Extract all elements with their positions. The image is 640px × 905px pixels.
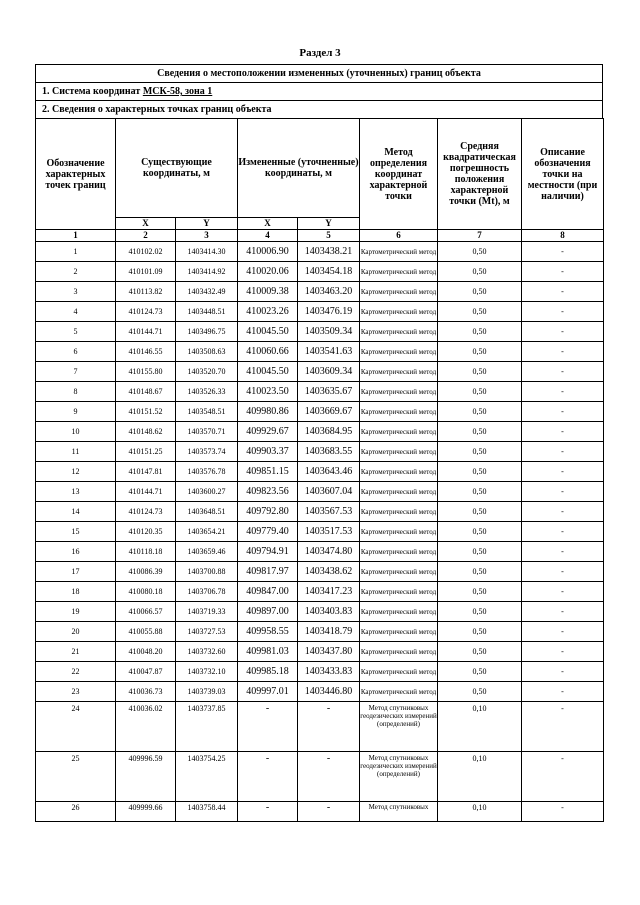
cell-y-changed: 1403418.79	[298, 622, 360, 642]
col-number: 6	[360, 230, 438, 242]
cell-description: -	[522, 242, 604, 262]
cell-x-existing: 410155.80	[116, 362, 176, 382]
cell-x-changed: 409794.91	[238, 542, 298, 562]
coord-system-line	[35, 82, 603, 100]
col-number: 2	[116, 230, 176, 242]
col-header-point: Обозначение характерных точек границ	[36, 119, 116, 230]
cell-y-existing: 1403739.03	[176, 682, 238, 702]
table-row	[36, 302, 604, 322]
cell-description: -	[522, 262, 604, 282]
cell-x-existing: 410148.67	[116, 382, 176, 402]
cell-method: Метод спутниковых геодезических измерений (определений)	[360, 702, 438, 752]
cell-y-existing: 1403508.63	[176, 342, 238, 362]
cell-error: 0,50	[438, 382, 522, 402]
cell-y-changed: -	[298, 702, 360, 752]
cell-method: Картометрический метод	[360, 682, 438, 702]
table-title: Сведения о местоположении измененных (уточненных) границ объекта	[35, 64, 603, 82]
cell-error: 0,50	[438, 402, 522, 422]
cell-x-changed: 410020.06	[238, 262, 298, 282]
cell-x-existing: 410047.87	[116, 662, 176, 682]
cell-y-changed: 1403454.18	[298, 262, 360, 282]
table-row	[36, 622, 604, 642]
cell-point-number: 13	[36, 482, 116, 502]
cell-y-changed: 1403474.80	[298, 542, 360, 562]
coord-system-value: МСК-58, зона 1	[142, 86, 213, 97]
cell-error: 0,50	[438, 602, 522, 622]
cell-error: 0,10	[438, 752, 522, 802]
cell-description: -	[522, 462, 604, 482]
cell-x-changed: 409958.55	[238, 622, 298, 642]
cell-y-changed: 1403463.20	[298, 282, 360, 302]
cell-error: 0,50	[438, 522, 522, 542]
cell-error: 0,50	[438, 262, 522, 282]
cell-error: 0,50	[438, 242, 522, 262]
cell-description: -	[522, 302, 604, 322]
cell-y-changed: 1403683.55	[298, 442, 360, 462]
cell-x-changed: 409980.86	[238, 402, 298, 422]
cell-x-existing: 409996.59	[116, 752, 176, 802]
cell-error: 0,10	[438, 702, 522, 752]
cell-y-existing: 1403754.25	[176, 752, 238, 802]
table-row	[36, 682, 604, 702]
col-header-description: Описание обозначения точки на местности (при наличии)	[522, 119, 604, 230]
col-number: 8	[522, 230, 604, 242]
cell-method: Картометрический метод	[360, 442, 438, 462]
cell-method: Картометрический метод	[360, 462, 438, 482]
cell-y-changed: 1403609.34	[298, 362, 360, 382]
cell-description: -	[522, 582, 604, 602]
table-row	[36, 422, 604, 442]
cell-error: 0,50	[438, 282, 522, 302]
cell-error: 0,50	[438, 622, 522, 642]
cell-method: Картометрический метод	[360, 342, 438, 362]
table-row	[36, 522, 604, 542]
cell-description: -	[522, 602, 604, 622]
cell-x-changed: 410006.90	[238, 242, 298, 262]
cell-method: Картометрический метод	[360, 602, 438, 622]
cell-error: 0,50	[438, 562, 522, 582]
cell-y-existing: 1403570.71	[176, 422, 238, 442]
cell-description: -	[522, 282, 604, 302]
cell-y-existing: 1403526.33	[176, 382, 238, 402]
cell-y-existing: 1403548.51	[176, 402, 238, 422]
cell-method: Картометрический метод	[360, 282, 438, 302]
cell-y-changed: -	[298, 802, 360, 822]
cell-error: 0,50	[438, 642, 522, 662]
cell-error: 0,50	[438, 342, 522, 362]
cell-error: 0,50	[438, 482, 522, 502]
cell-y-existing: 1403719.33	[176, 602, 238, 622]
cell-x-changed: 409823.56	[238, 482, 298, 502]
cell-error: 0,50	[438, 462, 522, 482]
cell-method: Метод спутниковых геодезических измерений (определений)	[360, 752, 438, 802]
cell-method: Картометрический метод	[360, 562, 438, 582]
table-row	[36, 282, 604, 302]
table-row	[36, 462, 604, 482]
cell-method: Картометрический метод	[360, 422, 438, 442]
cell-error: 0,50	[438, 362, 522, 382]
cell-description: -	[522, 382, 604, 402]
cell-y-existing: 1403414.30	[176, 242, 238, 262]
cell-x-changed: 410060.66	[238, 342, 298, 362]
table-row	[36, 482, 604, 502]
cell-method: Картометрический метод	[360, 502, 438, 522]
cell-description: -	[522, 522, 604, 542]
cell-x-changed: 410009.38	[238, 282, 298, 302]
cell-method: Картометрический метод	[360, 322, 438, 342]
cell-x-existing: 410113.82	[116, 282, 176, 302]
cell-method: Картометрический метод	[360, 382, 438, 402]
cell-error: 0,50	[438, 582, 522, 602]
cell-x-existing: 410147.81	[116, 462, 176, 482]
cell-point-number: 12	[36, 462, 116, 482]
table-row	[36, 262, 604, 282]
cell-y-changed: 1403541.63	[298, 342, 360, 362]
cell-error: 0,50	[438, 682, 522, 702]
col-header-changed: Измененные (уточненные) координаты, м	[238, 119, 360, 218]
cell-point-number: 14	[36, 502, 116, 522]
cell-method: Метод спутниковых	[360, 802, 438, 822]
cell-y-existing: 1403573.74	[176, 442, 238, 462]
cell-point-number: 15	[36, 522, 116, 542]
cell-y-existing: 1403706.78	[176, 582, 238, 602]
cell-y-existing: 1403737.85	[176, 702, 238, 752]
cell-y-changed: 1403643.46	[298, 462, 360, 482]
cell-x-existing: 410151.52	[116, 402, 176, 422]
cell-y-existing: 1403414.92	[176, 262, 238, 282]
cell-y-existing: 1403600.27	[176, 482, 238, 502]
cell-y-changed: 1403635.67	[298, 382, 360, 402]
cell-y-changed: 1403446.80	[298, 682, 360, 702]
cell-description: -	[522, 502, 604, 522]
cell-error: 0,50	[438, 502, 522, 522]
cell-y-existing: 1403732.10	[176, 662, 238, 682]
cell-x-changed: 409792.80	[238, 502, 298, 522]
cell-point-number: 7	[36, 362, 116, 382]
cell-method: Картометрический метод	[360, 582, 438, 602]
cell-method: Картометрический метод	[360, 302, 438, 322]
table-row	[36, 602, 604, 622]
cell-y-existing: 1403648.51	[176, 502, 238, 522]
cell-method: Картометрический метод	[360, 542, 438, 562]
cell-y-existing: 1403758.44	[176, 802, 238, 822]
col-header-y-changed: Y	[298, 218, 360, 230]
cell-x-existing: 410066.57	[116, 602, 176, 622]
cell-point-number: 19	[36, 602, 116, 622]
col-header-existing: Существующие координаты, м	[116, 119, 238, 218]
cell-x-existing: 410146.55	[116, 342, 176, 362]
col-header-x-changed: X	[238, 218, 298, 230]
cell-y-existing: 1403520.70	[176, 362, 238, 382]
table-row	[36, 642, 604, 662]
cell-y-changed: 1403517.53	[298, 522, 360, 542]
cell-x-changed: 409851.15	[238, 462, 298, 482]
cell-x-existing: 410124.73	[116, 502, 176, 522]
col-number: 5	[298, 230, 360, 242]
table-row	[36, 242, 604, 262]
cell-x-changed: 409981.03	[238, 642, 298, 662]
cell-x-existing: 410118.18	[116, 542, 176, 562]
cell-y-changed: 1403567.53	[298, 502, 360, 522]
cell-point-number: 21	[36, 642, 116, 662]
cell-y-changed: 1403684.95	[298, 422, 360, 442]
section-title: Раздел 3	[299, 47, 341, 59]
cell-description: -	[522, 362, 604, 382]
col-number: 1	[36, 230, 116, 242]
cell-description: -	[522, 562, 604, 582]
cell-x-existing: 410148.62	[116, 422, 176, 442]
cell-x-changed: 410023.26	[238, 302, 298, 322]
cell-point-number: 22	[36, 662, 116, 682]
table-row	[36, 382, 604, 402]
table-row	[36, 402, 604, 422]
cell-point-number: 10	[36, 422, 116, 442]
cell-description: -	[522, 322, 604, 342]
cell-x-existing: 410124.73	[116, 302, 176, 322]
cell-y-changed: 1403403.83	[298, 602, 360, 622]
cell-x-existing: 410102.02	[116, 242, 176, 262]
cell-method: Картометрический метод	[360, 242, 438, 262]
cell-x-existing: 410086.39	[116, 562, 176, 582]
cell-x-changed: -	[238, 752, 298, 802]
cell-x-existing: 410120.35	[116, 522, 176, 542]
cell-description: -	[522, 642, 604, 662]
cell-x-existing: 410036.02	[116, 702, 176, 752]
cell-description: -	[522, 482, 604, 502]
cell-x-existing: 410055.88	[116, 622, 176, 642]
table-row	[36, 442, 604, 462]
cell-point-number: 25	[36, 752, 116, 802]
cell-error: 0,50	[438, 542, 522, 562]
cell-point-number: 8	[36, 382, 116, 402]
cell-method: Картометрический метод	[360, 262, 438, 282]
cell-point-number: 20	[36, 622, 116, 642]
table-row	[36, 752, 604, 802]
col-header-method: Метод определения координат характерной точки	[360, 119, 438, 230]
cell-point-number: 23	[36, 682, 116, 702]
cell-y-changed: 1403509.34	[298, 322, 360, 342]
cell-point-number: 5	[36, 322, 116, 342]
cell-x-changed: 409985.18	[238, 662, 298, 682]
table-row	[36, 322, 604, 342]
cell-description: -	[522, 702, 604, 752]
cell-x-changed: -	[238, 802, 298, 822]
table-row	[36, 582, 604, 602]
cell-point-number: 3	[36, 282, 116, 302]
cell-x-existing: 409999.66	[116, 802, 176, 822]
col-number: 4	[238, 230, 298, 242]
table-row	[36, 802, 604, 822]
cell-error: 0,50	[438, 322, 522, 342]
table-row	[36, 662, 604, 682]
cell-x-existing: 410080.18	[116, 582, 176, 602]
cell-description: -	[522, 752, 604, 802]
points-table-body	[36, 242, 604, 822]
cell-description: -	[522, 342, 604, 362]
cell-error: 0,50	[438, 422, 522, 442]
document-frame	[35, 64, 603, 822]
cell-x-changed: 409997.01	[238, 682, 298, 702]
col-number: 7	[438, 230, 522, 242]
cell-y-changed: 1403438.21	[298, 242, 360, 262]
cell-y-existing: 1403727.53	[176, 622, 238, 642]
cell-point-number: 4	[36, 302, 116, 322]
cell-point-number: 17	[36, 562, 116, 582]
cell-y-existing: 1403448.51	[176, 302, 238, 322]
cell-x-changed: 409847.00	[238, 582, 298, 602]
cell-error: 0,10	[438, 802, 522, 822]
cell-y-changed: 1403669.67	[298, 402, 360, 422]
cell-method: Картометрический метод	[360, 402, 438, 422]
cell-y-changed: -	[298, 752, 360, 802]
cell-y-existing: 1403496.75	[176, 322, 238, 342]
cell-x-changed: 410045.50	[238, 322, 298, 342]
cell-x-changed: 409903.37	[238, 442, 298, 462]
cell-point-number: 26	[36, 802, 116, 822]
cell-point-number: 2	[36, 262, 116, 282]
cell-description: -	[522, 682, 604, 702]
cell-y-existing: 1403432.49	[176, 282, 238, 302]
cell-point-number: 18	[36, 582, 116, 602]
table-row	[36, 542, 604, 562]
coord-system-label: 1. Система координат	[42, 86, 141, 97]
cell-x-existing: 410151.25	[116, 442, 176, 462]
cell-x-changed: 410045.50	[238, 362, 298, 382]
cell-point-number: 11	[36, 442, 116, 462]
cell-description: -	[522, 542, 604, 562]
cell-y-changed: 1403417.23	[298, 582, 360, 602]
cell-y-changed: 1403438.62	[298, 562, 360, 582]
col-number: 3	[176, 230, 238, 242]
cell-point-number: 1	[36, 242, 116, 262]
cell-x-existing: 410144.71	[116, 482, 176, 502]
cell-y-changed: 1403476.19	[298, 302, 360, 322]
table-row	[36, 562, 604, 582]
cell-method: Картометрический метод	[360, 522, 438, 542]
cell-error: 0,50	[438, 662, 522, 682]
cell-x-changed: 410023.50	[238, 382, 298, 402]
cell-point-number: 24	[36, 702, 116, 752]
cell-point-number: 16	[36, 542, 116, 562]
cell-description: -	[522, 442, 604, 462]
points-title: 2. Сведения о характерных точках границ объекта	[35, 100, 603, 118]
cell-y-changed: 1403437.80	[298, 642, 360, 662]
cell-description: -	[522, 662, 604, 682]
cell-error: 0,50	[438, 302, 522, 322]
cell-method: Картометрический метод	[360, 482, 438, 502]
cell-point-number: 6	[36, 342, 116, 362]
cell-y-existing: 1403732.60	[176, 642, 238, 662]
column-numbers-row	[36, 230, 604, 242]
table-row	[36, 702, 604, 752]
cell-point-number: 9	[36, 402, 116, 422]
cell-description: -	[522, 402, 604, 422]
cell-x-changed: 409817.97	[238, 562, 298, 582]
cell-y-changed: 1403433.83	[298, 662, 360, 682]
cell-x-existing: 410048.20	[116, 642, 176, 662]
cell-error: 0,50	[438, 442, 522, 462]
cell-method: Картометрический метод	[360, 622, 438, 642]
cell-method: Картометрический метод	[360, 642, 438, 662]
cell-y-changed: 1403607.04	[298, 482, 360, 502]
cell-x-changed: -	[238, 702, 298, 752]
table-row	[36, 502, 604, 522]
cell-description: -	[522, 422, 604, 442]
cell-x-existing: 410036.73	[116, 682, 176, 702]
cell-x-changed: 409897.00	[238, 602, 298, 622]
cell-x-changed: 409929.67	[238, 422, 298, 442]
col-header-x-existing: X	[116, 218, 176, 230]
cell-description: -	[522, 622, 604, 642]
cell-y-existing: 1403576.78	[176, 462, 238, 482]
cell-description: -	[522, 802, 604, 822]
cell-method: Картометрический метод	[360, 662, 438, 682]
col-header-error: Средняя квадратическая погрешность положения характерной точки (Mt), м	[438, 119, 522, 230]
points-table	[35, 118, 604, 822]
cell-y-existing: 1403654.21	[176, 522, 238, 542]
cell-y-existing: 1403700.88	[176, 562, 238, 582]
table-row	[36, 342, 604, 362]
cell-x-changed: 409779.40	[238, 522, 298, 542]
cell-x-existing: 410101.09	[116, 262, 176, 282]
table-row	[36, 362, 604, 382]
col-header-y-existing: Y	[176, 218, 238, 230]
cell-y-existing: 1403659.46	[176, 542, 238, 562]
cell-method: Картометрический метод	[360, 362, 438, 382]
cell-x-existing: 410144.71	[116, 322, 176, 342]
